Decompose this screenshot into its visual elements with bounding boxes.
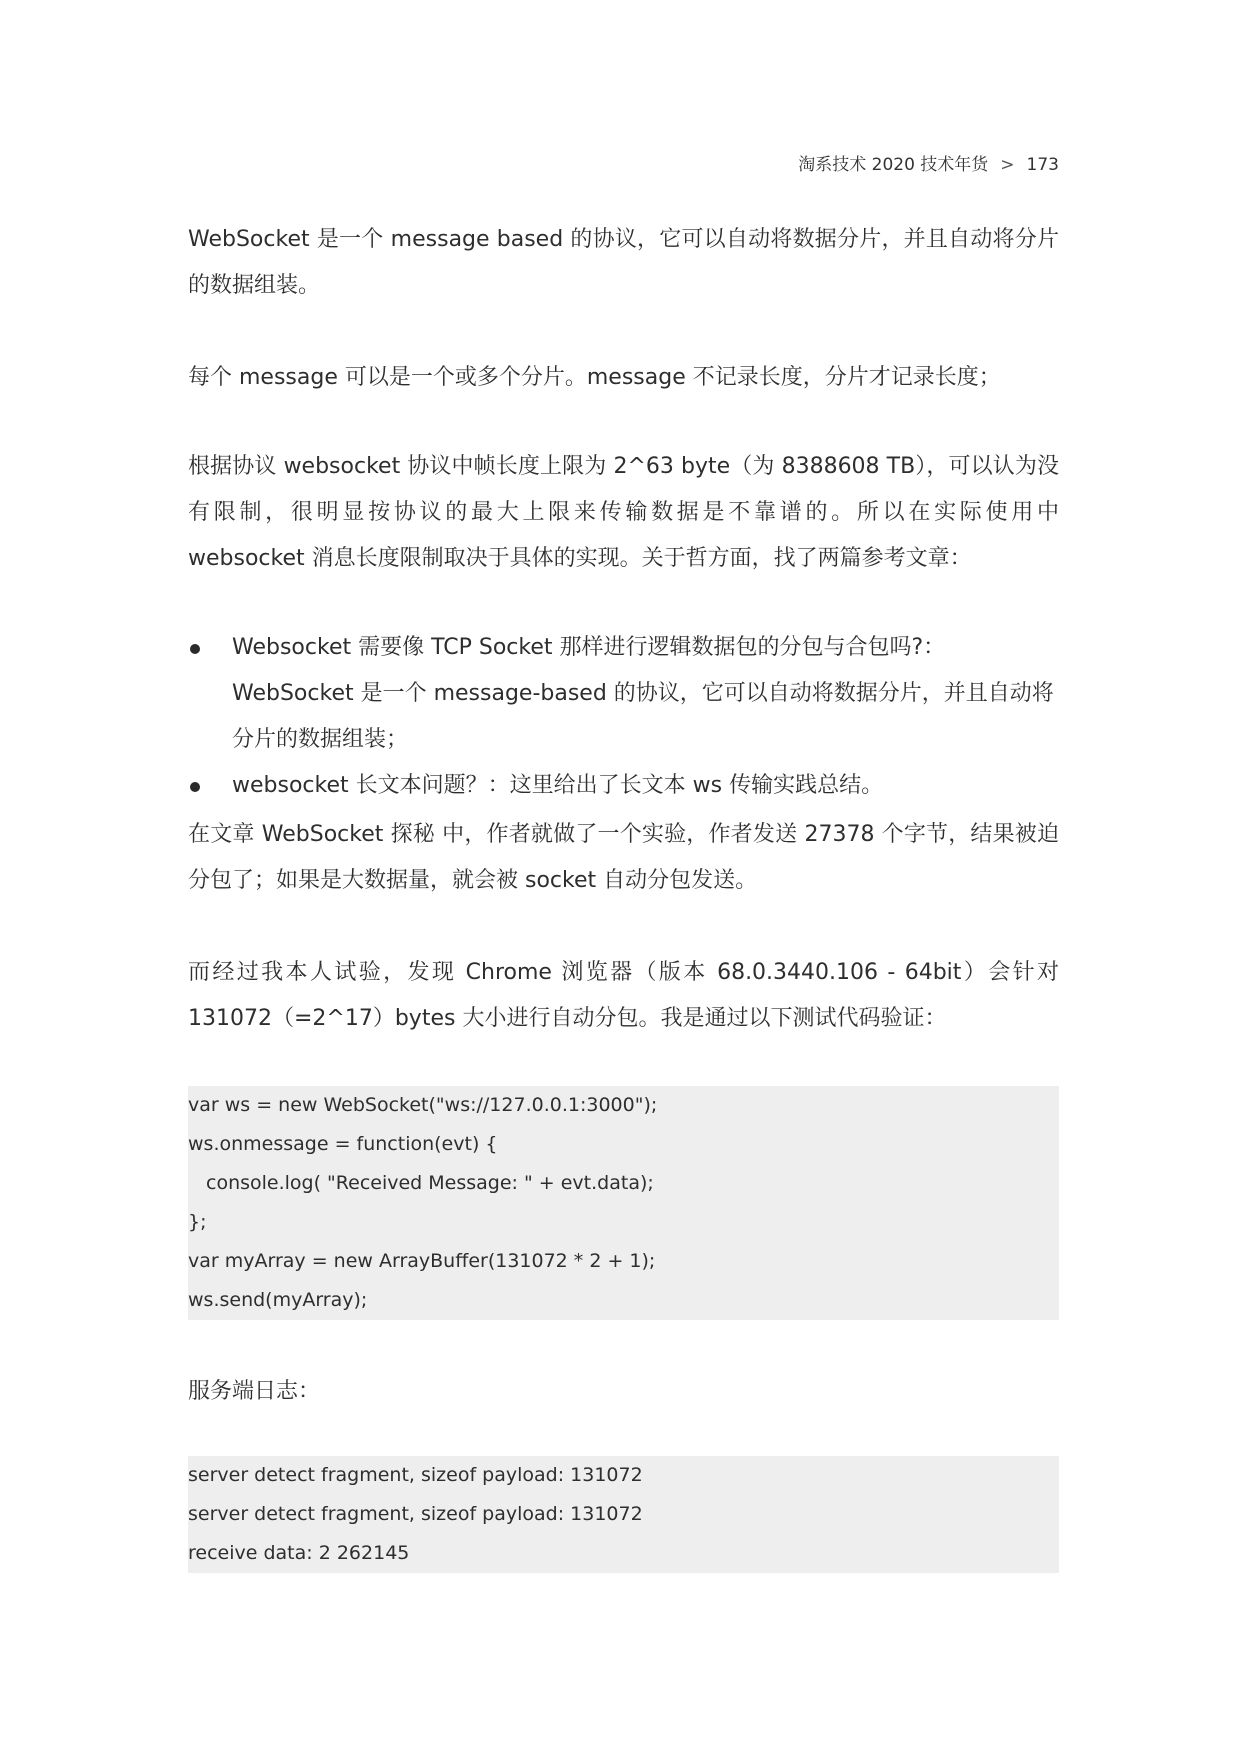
code-line: var ws = new WebSocket("ws://127.0.0.1:3000"); (188, 1094, 658, 1116)
list-item-text: Websocket 需要像 TCP Socket 那样进行逻辑数据包的分包与合包吗?：WebSocket 是一个 message-based 的协议，它可以自动将数据分片，并且自动将分片的数据组装； (232, 635, 1054, 752)
paragraph-server-log-title: 服务端日志： (188, 1379, 321, 1404)
paragraph-experiment: 在文章 WebSocket 探秘 中，作者就做了一个实验，作者发送 27378 个字节，结果被迫分包了；如果是大数据量，就会被 socket 自动分包发送。 (188, 822, 1059, 893)
code-line: ws.send(myArray); (188, 1289, 368, 1311)
code-line: ws.onmessage = function(evt) { (188, 1133, 498, 1155)
code-line: }; (188, 1211, 207, 1233)
paragraph-frame-length-limit: 根据协议 websocket 协议中帧长度上限为 2^63 byte（为 8388608 TB），可以认为没有限制，很明显按协议的最大上限来传输数据是不靠谱的。所以在实际使用中 websocket 消息长度限制取决于具体的实现。关于哲方面，找了两篇参考文章： (188, 454, 1059, 571)
reference-list (188, 625, 1059, 809)
paragraph-chrome-test: 而经过我本人试验，发现 Chrome 浏览器（版本 68.0.3440.106 - 64bit）会针对 131072（=2^17）bytes 大小进行自动分包。我是通过以下测试代码验证： (188, 960, 1059, 1031)
code-line: receive data: 2 262145 (188, 1542, 410, 1564)
book-title: 淘系技术 2020 技术年货 (798, 155, 989, 175)
server-log-block (188, 1456, 1059, 1573)
page-number: 173 (1026, 155, 1059, 175)
bullet-icon (190, 782, 200, 792)
code-line: console.log( "Received Message: " + evt.data); (206, 1172, 654, 1194)
client-code-block (188, 1086, 1059, 1320)
list-item-text: websocket 长文本问题？：这里给出了长文本 ws 传输实践总结。 (232, 773, 884, 798)
paragraph-websocket-intro: WebSocket 是一个 message based 的协议，它可以自动将数据分片，并且自动将分片的数据组装。 (188, 227, 1059, 298)
bullet-icon (190, 644, 200, 654)
code-line: server detect fragment, sizeof payload: 131072 (188, 1503, 643, 1525)
code-line: var myArray = new ArrayBuffer(131072 * 2 + 1); (188, 1250, 656, 1272)
list-item (188, 625, 1059, 763)
paragraph-message-fragments: 每个 message 可以是一个或多个分片。message 不记录长度，分片才记录长度； (188, 365, 1001, 390)
page-header (798, 150, 1059, 175)
header-separator: > (1000, 155, 1015, 175)
code-line: server detect fragment, sizeof payload: 131072 (188, 1464, 643, 1486)
list-item (188, 763, 1059, 809)
